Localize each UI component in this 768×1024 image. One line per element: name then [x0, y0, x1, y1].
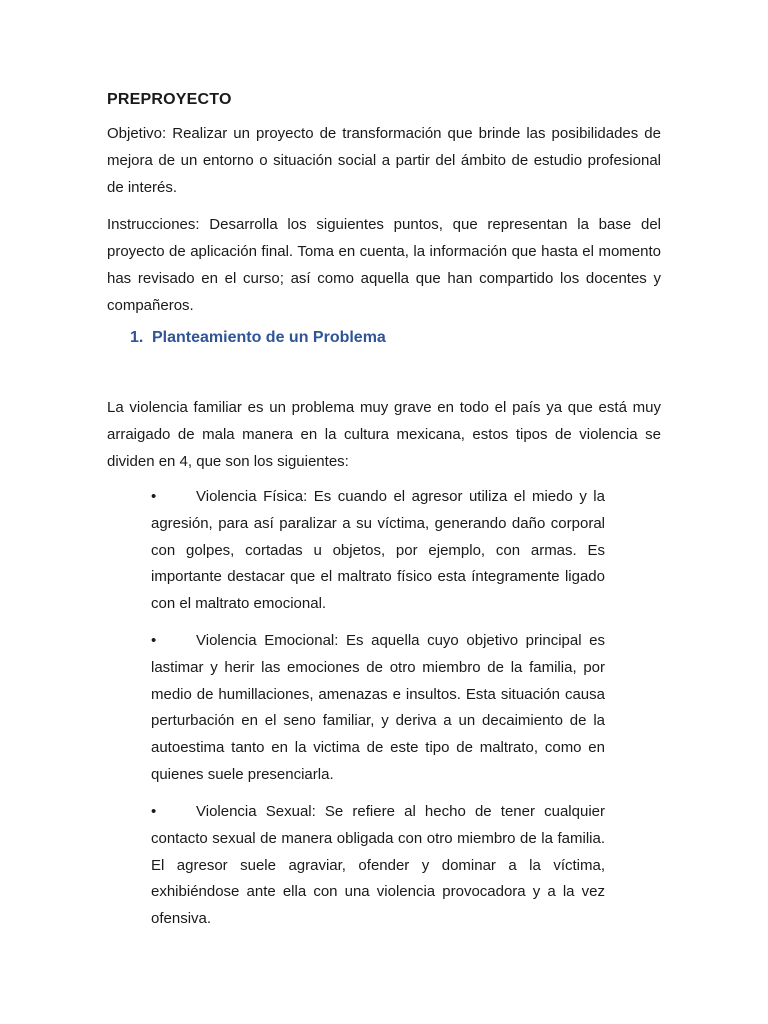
bullet-item-violencia-emocional: [151, 628, 605, 789]
bullet-item-violencia-fisica: [151, 484, 605, 618]
bullet-item-violencia-sexual: [151, 799, 605, 933]
bullet-mark: •: [151, 632, 157, 649]
document-title: PREPROYECTO: [107, 91, 232, 108]
bullet-mark: •: [151, 803, 157, 820]
section-number: 1.: [130, 329, 144, 346]
bullet-text: Violencia Emocional: Es aquella cuyo objetivo principal es lastimar y herir las emociones de otro miembro de la familia, por medio de humillaciones, amenazas e insultos. Esta situación causa perturbación en el seno familiar, y deriva a un decaimiento de la autoestima tanto en la victima de este tipo de maltrato, como en quienes suele presenciarla.: [151, 632, 605, 783]
section-heading: [130, 329, 386, 347]
section-title: Planteamiento de un Problema: [152, 329, 386, 346]
bullet-mark: •: [151, 488, 157, 505]
bullet-text: Violencia Sexual: Se refiere al hecho de tener cualquier contacto sexual de manera obligada con otro miembro de la familia. El agresor suele agraviar, ofender y dominar a la víctima, exhibiéndose ante ella con una violencia provocadora y a la vez ofensiva.: [151, 803, 605, 928]
intro-paragraph: La violencia familiar es un problema muy grave en todo el país ya que está muy arraigado de mala manera en la cultura mexicana, estos tipos de violencia se dividen en 4, que son los siguientes:: [107, 399, 661, 470]
objetivo-paragraph: Objetivo: Realizar un proyecto de transformación que brinde las posibilidades de mejora de un entorno o situación social a partir del ámbito de estudio profesional de interés.: [107, 125, 661, 196]
instrucciones-paragraph: Instrucciones: Desarrolla los siguientes puntos, que representan la base del proyecto de aplicación final. Toma en cuenta, la información que hasta el momento has revisado en el curso; así como aquella que han compartido los docentes y compañeros.: [107, 216, 661, 314]
bullet-text: Violencia Física: Es cuando el agresor utiliza el miedo y la agresión, para así paralizar a su víctima, generando daño corporal con golpes, cortadas u objetos, por ejemplo, con armas. Es importante destacar que el maltrato físico esta íntegramente ligado con el maltrato emocional.: [151, 488, 605, 613]
